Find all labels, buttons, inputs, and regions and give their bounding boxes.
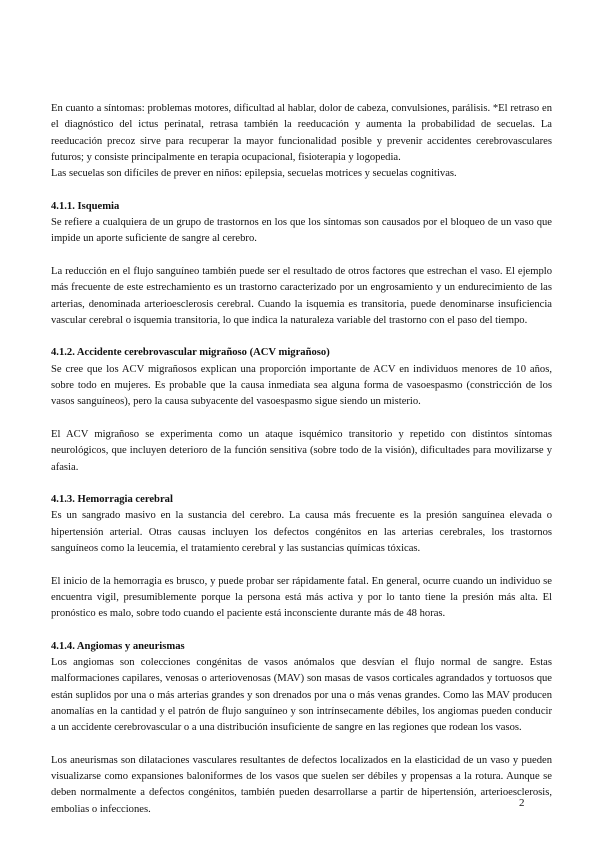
spacer [51,411,552,427]
page-number: 2 [519,797,525,809]
section-acv-migranoso [51,345,552,475]
section-title: 4.1.4. Angiomas y aneurismas [51,640,185,652]
section-paragraph: El ACV migrañoso se experimenta como un ataque isquémico transitorio y repetido con distintos síntomas neurológicos, que incluyen deterioro de la función sensitiva (sobre todo de la visión), dificultades para movilizarse y afasia. [51,428,552,473]
section-paragraph: Los aneurismas son dilataciones vasculares resultantes de defectos localizados en la elasticidad de un vaso y pueden visualizarse como expansiones baloniformes de los vasos que suelen ser débiles y propensas a la rotura. Aunque se deben normalmente a defectos congénitos, también pueden desarrollarse a partir de hipertensión, arterioesclerosis, embolias o infecciones. [51,754,552,815]
spacer [51,557,552,573]
spacer [51,476,552,492]
section-paragraph: Se refiere a cualquiera de un grupo de trastornos en los que los síntomas son causados por el bloqueo de un vaso que impide un aporte suficiente de sangre al cerebro. [51,217,552,245]
spacer [51,737,552,753]
intro-sequelae-line: Las secuelas son difíciles de prever en niños: epilepsia, secuelas motrices y secuelas cognitivas. [51,168,457,180]
spacer [51,182,552,198]
spacer [51,248,552,264]
spacer [51,329,552,345]
section-paragraph: Es un sangrado masivo en la sustancia del cerebro. La causa más frecuente es la presión sanguínea elevada o hipertensión arterial. Otras causas incluyen los defectos congénitos en las arterias cerebrales, los trastornos sanguíneos como la leucemia, el tratamiento cerebral y las sustancias químicas tóxicas. [51,510,552,555]
spacer [51,623,552,639]
intro-paragraph: En cuanto a síntomas: problemas motores, dificultad al hablar, dolor de cabeza, convulsiones, parálisis. *El retraso en el diagnóstico del ictus perinatal, retrasa también la reeducación y aumenta la probabilidad de secuelas. La reeducación precoz sirve para recuperar la mayor funcionalidad posible y prevenir accidentes cerebrovasculares futuros; y consiste principalmente en terapia ocupacional, fisioterapia y logopedia. [51,103,552,163]
section-paragraph: Los angiomas son colecciones congénitas de vasos anómalos que desvían el flujo normal de sangre. Estas malformaciones capilares, venosas o arteriovenosas (MAV) son masas de vasos corticales agrandados y tortuosos que están suplidos por una o más arterias grandes y son drenados por una o más venas grandes. Como las MAV producen anomalías en la cantidad y el patrón de flujo sanguíneo y son intrínsecamente débiles, los angiomas pueden conducir a un accidente cerebrovascular o a una distribución insuficiente de sangre en las regiones que rodean los vasos. [51,657,552,734]
section-paragraph: Se cree que los ACV migrañosos explican una proporción importante de ACV en individuos menores de 10 años, sobre todo en mujeres. Es probable que la causa inmediata sea alguna forma de vasoespasmo (constricción de los vasos sanguíneos), pero la causa subyacente del vasoespasmo sigue siendo un misterio. [51,363,552,408]
section-title: 4.1.3. Hemorragia cerebral [51,494,173,506]
section-title: 4.1.1. Isquemia [51,200,120,212]
section-isquemia [51,199,552,329]
section-title: 4.1.2. Accidente cerebrovascular migrañoso (ACV migrañoso) [51,347,330,359]
section-paragraph: El inicio de la hemorragia es brusco, y puede probar ser rápidamente fatal. En general, ocurre cuando un individuo se encuentra vigil, presumiblemente porque la persona está más activa y por lo tanto tiene la presión más alta. El pronóstico es malo, sobre todo cuando el paciente está inconsciente durante más de 48 horas. [51,575,552,620]
section-angiomas-aneurismas [51,639,552,818]
document-page [51,101,552,818]
section-paragraph: La reducción en el flujo sanguíneo también puede ser el resultado de otros factores que estrechan el vaso. El ejemplo más frecuente de este estrechamiento es un trastorno caracterizado por un engrosamiento y un endurecimiento de las arterias, denominada arterioesclerosis cerebral. Cuando la isquemia es transitoria, puede denominarse insuficiencia vascular cerebral o isquemia transitoria, lo que indica la naturaleza variable del trastorno con el paso del tiempo. [51,265,552,326]
section-hemorragia-cerebral [51,492,552,622]
